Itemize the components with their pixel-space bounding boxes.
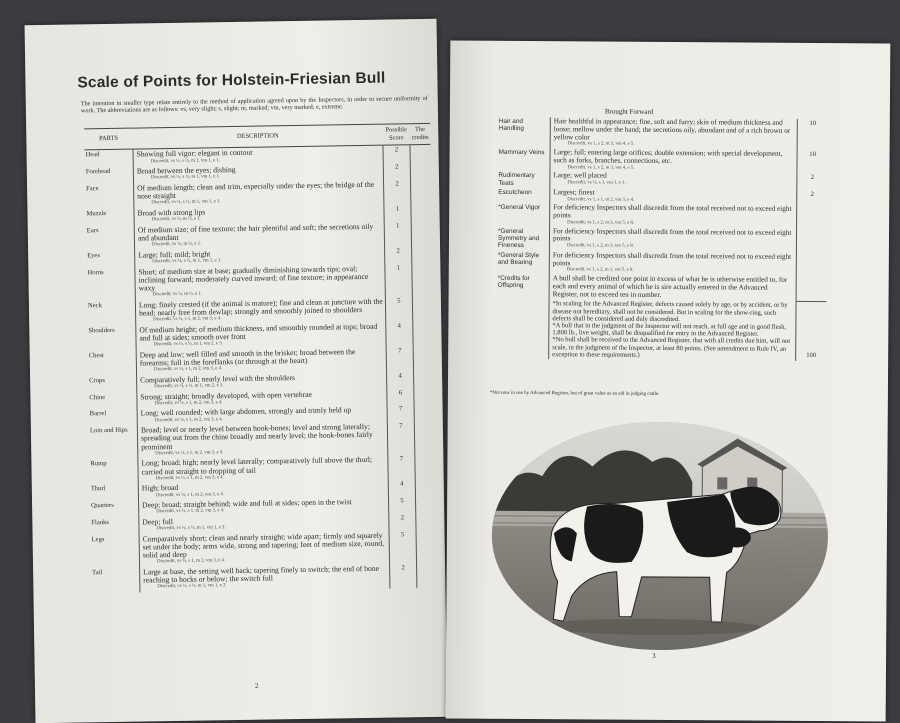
possible-score: 2: [390, 563, 417, 588]
description-text: Large; well placed: [553, 171, 607, 180]
description-text: Showing full vigor; elegant in contour: [136, 148, 253, 159]
credit-cell: [410, 162, 431, 179]
description-text: For deficiency Inspectors shall discredit from the total received not to exceed eight points: [552, 226, 792, 243]
part-description: [550, 204, 797, 229]
discredit-text: Discredit, vs ½, s ½, m 1, vm 1, e 1.: [152, 258, 222, 265]
discredit-text: Discredit, vs ½, m ½, e 1.: [152, 291, 203, 298]
possible-score: 7: [387, 421, 415, 455]
note: *In scaling for the Advanced Register, defects caused solely by age, or by accident, or by disease not hereditary, shall not be considered. But in scaling for the show-ring, such defects shall be considered and duly discredited.: [552, 300, 788, 323]
description-text: A bull shall be credited one point in excess of what he is otherwise entitled to, for each and every animal of which he is sire actually entered in the Advanced Register, not to exceed ten in number.: [552, 274, 788, 299]
note: *No bull shall be received to the Advanced Register, that with all credits due him, will not scale, in the judgment of the Inspector, at least 80 points. (See amendment to Rule IV, an exception to these requirements.): [552, 336, 791, 359]
discredit-text: Discredit, vs ½, m ½, e 1.: [151, 241, 202, 248]
description-text: Short; of medium size at base; gradually diminishing towards tips; oval; inclining forward; moderately curved inward; of fine texture; in appearance waxy: [138, 263, 369, 293]
description-text: Of medium height; of medium thickness, and smoothly rounded at tops; broad and full at sides; smooth over front: [139, 321, 378, 343]
part-description: [549, 227, 796, 253]
table-row: [497, 203, 827, 228]
notes: [549, 300, 796, 361]
credit-cell: [414, 421, 435, 455]
header-possible: Possible Score: [383, 124, 410, 146]
part-name: Flanks: [91, 518, 110, 527]
credit-cell: [415, 454, 436, 479]
discredit-text: Discredit, vs 1, s 2, m 3, vm 5, e 8.: [566, 243, 634, 249]
credit-cell: [412, 246, 433, 263]
part-description: [140, 564, 390, 593]
part-name: Forehead: [85, 168, 111, 176]
credit-cell: [414, 387, 435, 404]
description-text: Deep; broad; straight behind; wide and full at sides; open in the twist: [142, 497, 352, 510]
description-text: Comparatively short; clean and nearly straight; wide apart; firmly and squarely set under the body; arms wide, strong and tapering; feet of medium size, round, solid and deep: [142, 530, 385, 560]
brought-forward: Brought Forward: [604, 107, 654, 116]
part-name: *Credits for Offspring: [497, 274, 530, 290]
part-name: Chest: [88, 351, 104, 360]
possible-score: 2: [810, 174, 815, 182]
page-number: 3: [652, 651, 656, 660]
description-text: Large at base, the setting well back; tapering finely to switch; the end of bone reaching to hocks or below; the switch full: [143, 563, 380, 585]
part-name: Hair and Handling: [498, 117, 525, 133]
credit-cell: [411, 179, 432, 204]
credit-cell: [415, 496, 436, 513]
credit-cell: [416, 530, 437, 564]
description-text: Large; full; entering large orifices; double extension; with special development, such as forks, branches, connections, etc.: [553, 148, 783, 165]
left-page: [25, 19, 448, 723]
description-text: For deficiency Inspectors shall discredit from the total received not to exceed eight points: [553, 203, 792, 220]
possible-score: 7: [388, 455, 415, 480]
part-name: Head: [85, 151, 100, 159]
part-description: [137, 422, 387, 459]
possible-score: [797, 205, 828, 228]
credit-cell: [416, 513, 437, 530]
part-description: [549, 251, 796, 276]
credit-cell: [411, 204, 432, 221]
discredit-text: Discredit, vs ½, s ½, m 1, vm 1, e 1.: [150, 157, 221, 164]
description-text: Deep; full: [142, 516, 174, 527]
right-page: [446, 40, 891, 721]
credit-cell: [411, 221, 432, 246]
credit-cell: [412, 296, 433, 321]
part-name: *General Style and Bearing: [497, 251, 540, 267]
discredit-text: Discredit, vs ½, s 1, m 2, vm 3, e 4.: [156, 558, 226, 565]
discredit-text: Discredit, vs 1, s 2, m 3, vm 4, e 5.: [567, 141, 635, 148]
discredit-text: Discredit, vs ½, s 1, m 2, vm 3, e 4.: [154, 400, 223, 407]
discredit-text: Discredit, vs ½, s ½, m 1, vm 1, e 2.: [157, 583, 227, 590]
part-name: *General Symmetry and Fineness: [497, 227, 540, 250]
possible-score: 1: [384, 204, 411, 221]
possible-score: 7: [386, 346, 413, 371]
description-text: High; broad: [141, 483, 179, 493]
discredit-text: Discredit, vs ½, s 1, m 2, vm 3, e 4.: [155, 475, 224, 482]
part-name: Quarters: [91, 502, 114, 510]
scale-table-continued: [496, 117, 828, 361]
table-row: [91, 563, 437, 593]
possible-score: 10: [809, 150, 816, 159]
possible-score: 7: [387, 405, 414, 422]
possible-score: 2: [383, 162, 410, 179]
part-name: Crops: [89, 376, 105, 385]
part-name: Muzzle: [86, 210, 107, 218]
possible-score: 4: [388, 480, 415, 497]
part-name: Mammary Veins: [498, 148, 545, 157]
table-row: [497, 148, 827, 173]
part-name: Barrel: [89, 410, 107, 418]
description-text: Of medium size; of fine texture; the hair plentiful and soft; the secretions oily and abundant: [137, 221, 374, 243]
discredit-text: Discredit, vs ½, s ½, m 1, vm 1, e 2.: [156, 525, 226, 532]
description-text: Broad with strong lips: [137, 207, 206, 218]
possible-score: [796, 276, 827, 302]
description-text: Hair healthful in appearance; fine, soft and furry; skin of medium thickness and loose; mellow under the hand; the secretions oily, abundant and of a rich brown or yellow color: [553, 117, 791, 142]
part-name: Neck: [87, 301, 102, 310]
discredit-text: Discredit, vs 1, s 2, m 3, vm 4, e 5.: [567, 164, 635, 171]
note: *A bull that in the judgment of the Inspector will not reach, at full age and in good flesh, 1,800 lb., live weight, shall be disqualified for entry in the Advanced Register.: [552, 322, 787, 338]
part-name: Ears: [86, 226, 99, 235]
part-name: *General Vigor: [498, 204, 541, 212]
possible-score: 5: [385, 296, 412, 321]
part-description: [549, 274, 796, 301]
description-text: Long; broad; high; nearly level laterally; comparatively full above the thurl; carried out straight to dropping of tail: [141, 455, 373, 477]
credit-cell: [412, 262, 433, 296]
possible-score: 4: [386, 321, 413, 346]
part-name: Shoulders: [88, 326, 115, 335]
description-text: Comparatively full; nearly level with the shoulders: [140, 372, 295, 385]
description-text: Broad; level or nearly level between hook-bones; level and strong laterally; spreading out from the chine broadly and nearly level; the hook-bones fairly prominent: [140, 422, 373, 452]
credit-cell: [414, 371, 435, 388]
discredit-text: Discredit, vs ½, s ½, m 1, vm 2, e 3.: [153, 341, 223, 348]
description-text: Long; finely crested (if the animal is mature); fine and clean at juncture with the head; nearly free from dewlap; strongly and smoothly joined to shoulders: [138, 296, 383, 318]
credit-cell: [413, 321, 434, 346]
description-text: Largest; finest: [553, 188, 595, 197]
credit-cell: [410, 145, 431, 163]
discredit-text: Discredit, vs ½, s 1, m 2, vm 3, e 4.: [153, 366, 223, 373]
discredit-text: Discredit, vs ½, s ½, m 1, vm 1, e 1.: [150, 174, 221, 181]
discredit-text: Discredit, vs ½, s 1, m 2, vm 3, e 4.: [153, 316, 222, 323]
part-name: Legs: [91, 535, 105, 544]
discredit-text: Discredit, vs ½, s 1, m 2, vm 3, e 4.: [155, 450, 224, 457]
part-description: [550, 117, 797, 150]
possible-score: 4: [387, 371, 414, 388]
table-row: [497, 274, 827, 302]
discredit-text: Discredit, vs 1, s 2, m 3, vm 5, e 8.: [567, 220, 635, 226]
possible-score: 1: [385, 263, 413, 297]
possible-score: 2: [384, 179, 411, 204]
table-row: [91, 530, 437, 569]
possible-score: 2: [385, 246, 412, 263]
part-description: [550, 188, 797, 205]
discredit-text: Discredit, vs ½, s 1, m 2, vm 3, e 4.: [154, 416, 223, 423]
possible-score: 2: [810, 190, 814, 198]
description-text: Strong; straight; broadly developed, with open vertebrae: [140, 389, 312, 402]
possible-score: [796, 253, 827, 276]
header-description: DESCRIPTION: [133, 124, 383, 149]
table-row: [86, 262, 432, 301]
possible-score: 10: [809, 119, 817, 128]
bull-photo-illustration: [491, 421, 829, 651]
page-number: 2: [254, 681, 259, 690]
part-name: Chine: [89, 393, 106, 401]
possible-score: 5: [389, 530, 417, 564]
credit-cell: [414, 404, 435, 421]
total-score: 100: [796, 301, 827, 361]
table-row: [89, 421, 435, 460]
part-name: Thurl: [90, 485, 106, 493]
part-name: Horns: [87, 268, 104, 276]
scale-table: [84, 123, 437, 593]
part-description: [550, 148, 797, 173]
possible-score: 6: [387, 388, 414, 405]
description-text: Deep and low; well filled and smooth in the brisket; broad between the forearms; full in the foreflanks (or through at the heart): [139, 346, 356, 368]
part-name: Rudimentary Teats: [498, 171, 535, 187]
credit-cell: [413, 346, 434, 371]
part-name: Loin and Hips: [89, 426, 128, 435]
discredit-text: Discredit, vs 1, s 2, m 3, vm 5, e 8.: [566, 267, 634, 274]
possible-score: 2: [383, 145, 410, 163]
footnote: *Not now in use by Advanced Register, but of great value as an aid in judging cattle.: [489, 390, 660, 397]
description-text: Long; well rounded; with large abdomen, strongly and trimly held up: [140, 405, 352, 418]
credit-cell: [417, 563, 438, 588]
part-description: [550, 171, 797, 190]
part-name: Rump: [90, 460, 107, 468]
discredit-text: Discredit, vs 1, s 1, m 2, vm 3, e 4.: [567, 197, 635, 203]
description-text: Broad between the eyes; dishing: [136, 165, 236, 176]
part-name: Face: [86, 185, 99, 193]
table-row: [497, 251, 827, 276]
table-row: [498, 117, 828, 150]
part-description: [135, 263, 385, 300]
intro-text: The intention in smaller type relate entirely to the method of application agreed upon by the Inspectors, in order to secure uniformity of work. The abbreviations are as follows: vs, very slight; s, slight; m, marked; vm, very marked; e, extreme.: [80, 94, 428, 115]
description-text: For deficiency Inspectors shall discredit from the total received not to exceed eight points: [552, 250, 792, 267]
part-name: Eyes: [87, 251, 101, 260]
possible-score: [796, 228, 827, 252]
discredit-text: Discredit, vs ½, s ½, m 1, vm 1, e 1.: [151, 199, 221, 206]
possible-score: 2: [389, 513, 416, 530]
discredit-text: Discredit, vs ½, s 1, m 2, vm 3, e 4.: [155, 491, 225, 498]
table-row: [497, 226, 827, 253]
header-parts: PARTS: [84, 128, 133, 150]
part-name: Escutcheon: [498, 188, 532, 197]
bull-photograph: [491, 421, 829, 651]
discredit-text: Discredit, vs ½, s 1, vm 1, e 1.: [567, 180, 626, 186]
discredit-text: Discredit, vs ½, s ½, m 1, vm 2, e 3.: [154, 383, 224, 390]
part-name: Tail: [92, 569, 103, 577]
discredit-text: Discredit, vs ½, s 1, m 2, vm 3, e 4.: [156, 508, 225, 515]
part-description: [139, 530, 389, 567]
page-title: Scale of Points for Holstein-Friesian Bull: [77, 69, 386, 92]
credit-cell: [415, 479, 436, 496]
header-credits: The credits: [410, 123, 431, 145]
possible-score: 1: [384, 221, 411, 246]
discredit-text: Discredit, vs ½, m ½, e 1.: [151, 216, 201, 223]
description-text: Large; full; mild; bright: [138, 249, 211, 260]
description-text: Of medium length; clean and trim, especially under the eyes; the bridge of the nose straight: [137, 179, 375, 201]
possible-score: 5: [388, 496, 415, 513]
